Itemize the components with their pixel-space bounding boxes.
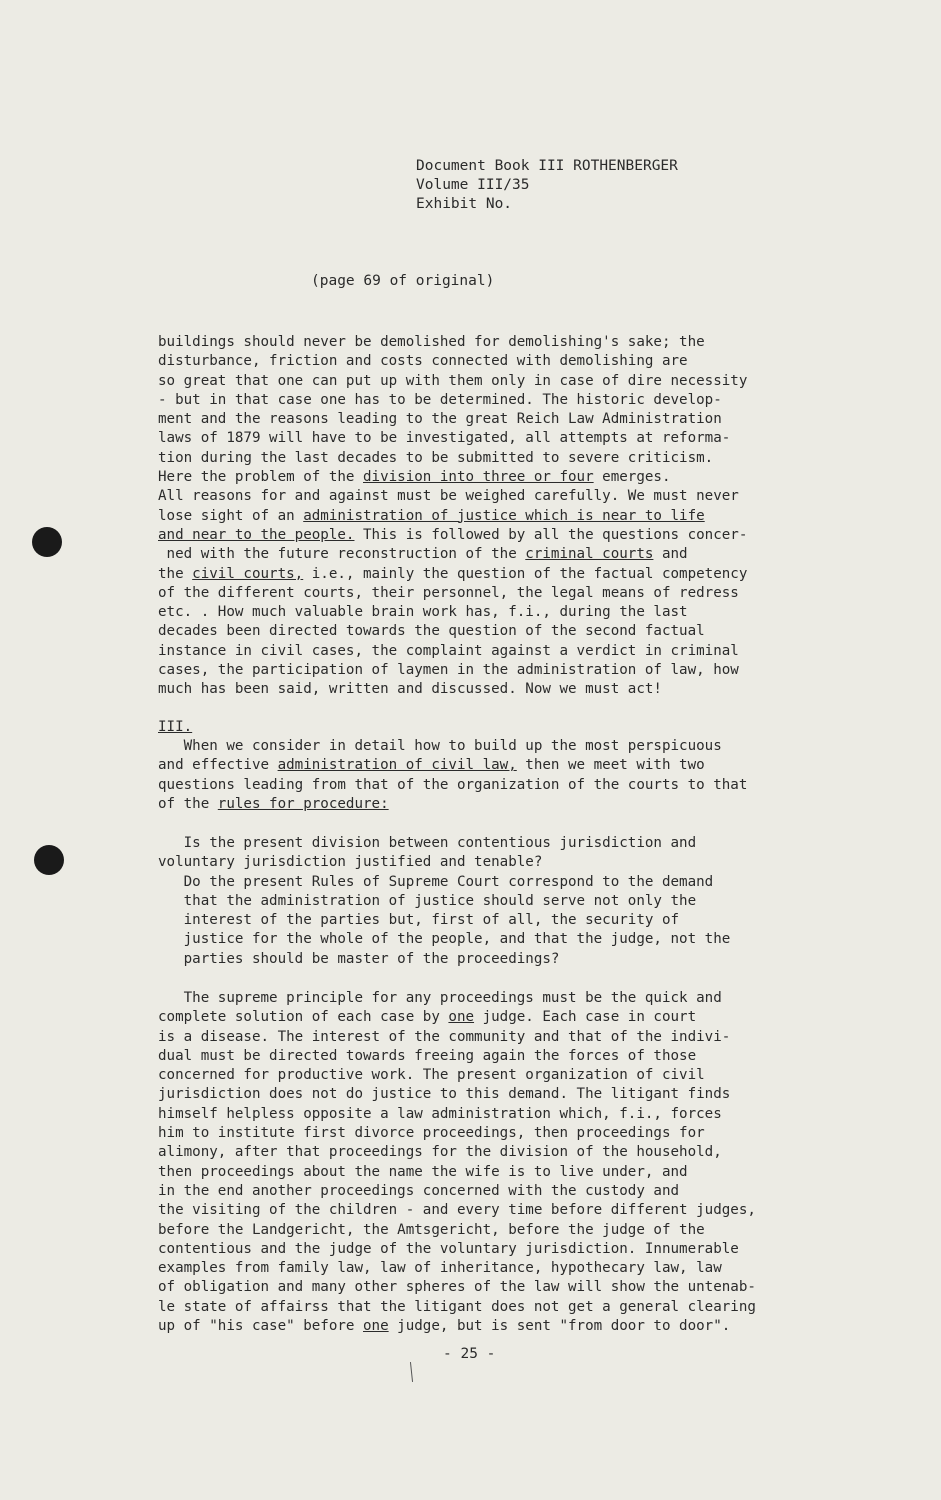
text-line: before the Landgericht, the Amtsgericht, before the judge of the xyxy=(158,1221,705,1238)
text-segment: and effective xyxy=(158,757,278,774)
text-line: cases, the participation of laymen in the administration of law, how xyxy=(158,662,739,679)
underlined-text: one xyxy=(363,1318,389,1335)
text-segment: emerges. xyxy=(593,469,671,486)
underlined-text: one xyxy=(448,1009,475,1026)
text-line: Is the present division between contentious jurisdiction and xyxy=(158,835,697,851)
paragraph-supreme-principle xyxy=(158,989,756,1336)
text-line: alimony, after that proceedings for the division of the household, xyxy=(158,1144,722,1161)
text-line xyxy=(158,507,747,526)
header-document-book: Document Book III ROTHENBERGER xyxy=(416,158,678,174)
text-segment: of the xyxy=(158,795,218,812)
text-line: disturbance, friction and costs connected with demolishing are xyxy=(158,353,688,370)
paragraph-questions xyxy=(158,834,730,969)
header-volume: Volume III/35 xyxy=(416,177,530,193)
text-line: much has been said, written and discussed. Now we must act! xyxy=(158,681,662,698)
paragraph-demolishing xyxy=(158,333,747,700)
header-exhibit: Exhibit No. xyxy=(416,196,513,212)
text-line: The supreme principle for any proceedings must be the quick and xyxy=(158,990,722,1006)
text-line: justice for the whole of the people, and that the judge, not the xyxy=(158,931,731,948)
text-segment: judge. Each case in court xyxy=(474,1009,697,1026)
text-line: le state of affairss that the litigant does not get a general clearing xyxy=(158,1298,756,1315)
text-line xyxy=(158,545,747,564)
punch-hole xyxy=(34,845,64,875)
page-number: - 25 - xyxy=(443,1346,496,1362)
text-line: then proceedings about the name the wife is to live under, and xyxy=(158,1163,688,1180)
text-line xyxy=(158,1008,756,1027)
text-line: jurisdiction does not do justice to this demand. The litigant finds xyxy=(158,1086,731,1103)
text-segment: up of "his case" before xyxy=(158,1318,363,1335)
text-line: of the different courts, their personnel, the legal means of redress xyxy=(158,584,739,601)
text-line: himself helpless opposite a law administration which, f.i., forces xyxy=(158,1105,722,1122)
text-line: All reasons for and against must be weighed carefully. We must never xyxy=(158,488,739,505)
punch-hole xyxy=(32,527,62,557)
paragraph-civil-law xyxy=(158,737,747,814)
document-header xyxy=(416,157,678,214)
text-line: Do the present Rules of Supreme Court correspond to the demand xyxy=(158,873,714,890)
text-segment: then we meet with two xyxy=(516,757,705,774)
underlined-text: division into three or four xyxy=(363,469,594,486)
text-line: instance in civil cases, the complaint against a verdict in criminal xyxy=(158,642,739,659)
text-line xyxy=(158,1317,756,1336)
text-segment: judge, but is sent "from door to door". xyxy=(388,1318,731,1335)
underlined-text: administration of civil law, xyxy=(277,757,517,774)
text-line xyxy=(158,468,747,487)
text-line xyxy=(158,756,747,775)
text-line: the visiting of the children - and every time before different judges, xyxy=(158,1202,756,1219)
text-line: buildings should never be demolished for demolishing's sake; the xyxy=(158,334,705,350)
text-segment: ned with the future reconstruction of the xyxy=(158,546,526,563)
text-line: questions leading from that of the organization of the courts to that xyxy=(158,776,748,793)
text-line: When we consider in detail how to build up the most perspicuous xyxy=(158,738,722,754)
text-segment: This is followed by all the questions concer- xyxy=(354,526,748,543)
text-line xyxy=(158,795,747,814)
text-line: ment and the reasons leading to the great Reich Law Administration xyxy=(158,411,722,428)
underlined-text: rules for procedure: xyxy=(217,795,389,812)
underlined-text: criminal courts xyxy=(525,546,654,563)
text-line: of obligation and many other spheres of the law will show the untenab- xyxy=(158,1279,756,1296)
text-line: etc. . How much valuable brain work has, f.i., during the last xyxy=(158,604,688,621)
pen-mark xyxy=(410,1362,413,1382)
text-line xyxy=(158,565,747,584)
section-heading: III. xyxy=(158,719,193,735)
text-line: tion during the last decades to be submitted to severe criticism. xyxy=(158,449,714,466)
text-segment: the xyxy=(158,565,193,582)
text-segment: i.e., mainly the question of the factual competency xyxy=(303,565,748,582)
text-line: laws of 1879 will have to be investigated, all attempts at reforma- xyxy=(158,430,731,447)
text-line: that the administration of justice should serve not only the xyxy=(158,892,697,909)
text-line: contentious and the judge of the voluntary jurisdiction. Innumerable xyxy=(158,1240,739,1257)
text-line: so great that one can put up with them only in case of dire necessity xyxy=(158,372,748,389)
text-segment: Here the problem of the xyxy=(158,469,363,486)
underlined-text: administration of justice which is near to life xyxy=(303,507,705,524)
original-page-reference: (page 69 of original) xyxy=(311,273,495,289)
underlined-text: civil courts, xyxy=(192,565,304,582)
text-segment: complete solution of each case by xyxy=(158,1009,449,1026)
text-line: interest of the parties but, first of all, the security of xyxy=(158,912,680,929)
text-line: voluntary jurisdiction justified and tenable? xyxy=(158,854,543,871)
underlined-text: and near to the people. xyxy=(158,526,355,543)
text-line: him to institute first divorce proceedings, then proceedings for xyxy=(158,1125,705,1142)
text-line: examples from family law, law of inheritance, hypothecary law, law xyxy=(158,1260,722,1277)
text-segment: and xyxy=(653,546,688,563)
text-line: dual must be directed towards freeing again the forces of those xyxy=(158,1047,697,1064)
text-line: parties should be master of the proceedings? xyxy=(158,950,560,967)
text-line: concerned for productive work. The present organization of civil xyxy=(158,1067,705,1084)
text-segment: lose sight of an xyxy=(158,507,304,524)
text-line: is a disease. The interest of the community and that of the indivi- xyxy=(158,1028,731,1045)
text-line xyxy=(158,526,747,545)
text-line: - but in that case one has to be determined. The historic develop- xyxy=(158,391,722,408)
text-line: decades been directed towards the question of the second factual xyxy=(158,623,705,640)
text-line: in the end another proceedings concerned with the custody and xyxy=(158,1182,680,1199)
